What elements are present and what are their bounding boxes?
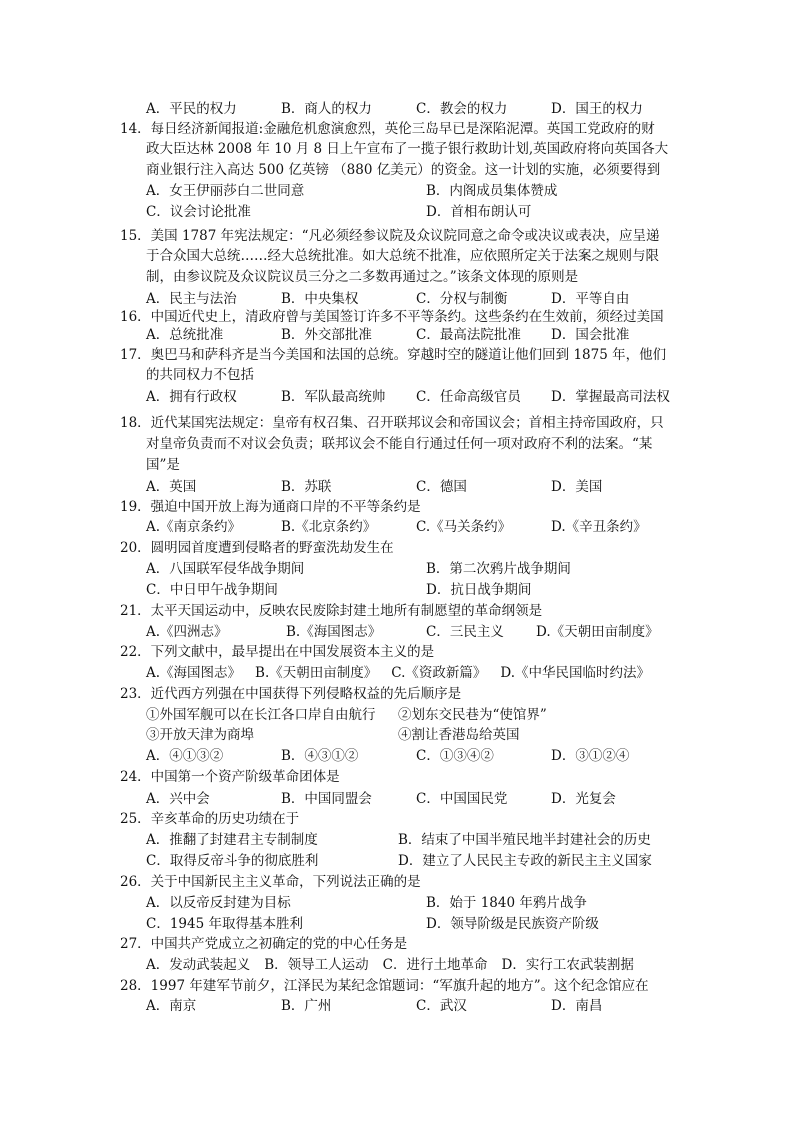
option-d: D．南昌 [551,998,603,1014]
option-c: C．议会讨论批准 [146,204,251,220]
option-b: B．广州 [281,998,332,1014]
option-a: A.《四洲志》 [146,624,228,640]
option-c: C．武汉 [416,998,467,1014]
option-d: D．平等自由 [551,291,630,307]
q17-stem-line-2: 的共同权力不包括 [146,367,254,383]
q23-items-row-1 [146,705,706,725]
option-d: D．抗日战争期间 [426,582,532,598]
option-c: C．①③④② [416,748,494,764]
option-c: C．进行土地革命 [382,957,488,973]
q26-options-row-2 [146,914,706,934]
q25-stem-line-1: 25．辛亥革命的历史功绩在于 [120,811,300,827]
q16-options [146,325,686,345]
q22-options [146,663,686,683]
q24-options [146,789,686,809]
option-b: B.《海国图志》 [286,624,382,640]
option-d: D．建立了人民民主专政的新民主主义国家 [398,853,652,869]
q25-options-row-2 [146,851,706,871]
q14-options-row-2 [146,202,706,222]
option-a: A．推翻了封建君主专制制度 [146,832,318,848]
q16-stem-line-1: 16．中国近代史上，清政府曾与美国签订许多不平等条约。这些条约在生效前，须经过美国 [120,309,664,325]
q18-options [146,477,686,497]
q26-options-row-1 [146,893,706,913]
option-a: A．平民的权力 [146,101,237,117]
option-d: D．国会批准 [551,327,630,343]
item-3: ③开放天津为商埠 [146,727,254,743]
option-d: D．③①②④ [551,748,630,764]
q24-stem-line-1: 24．中国第一个资产阶级革命团体是 [120,769,340,785]
item-2: ②划东交民巷为“使馆界” [398,707,547,723]
q13-options [146,99,686,119]
option-d: D．美国 [551,479,603,495]
q27-stem-line-1: 27．中国共产党成立之初确定的党的中心任务是 [120,936,408,952]
option-b: B.《天朝田亩制度》 [255,665,378,681]
option-a: A．拥有行政权 [146,389,237,405]
q22-stem-line-1: 22．下列文献中，最早提出在中国发展资本主义的是 [120,644,435,660]
option-b: B．结束了中国半殖民地半封建社会的历史 [398,832,651,848]
option-b: B．中国同盟会 [281,791,372,807]
q28-options [146,996,686,1016]
option-a: A．总统批准 [146,327,224,343]
q18-stem-line-1: 18．近代某国宪法规定：皇帝有权召集、召开联邦议会和帝国议会；首相主持帝国政府，只 [120,415,664,431]
option-c: C．德国 [416,479,467,495]
option-d: D．国王的权力 [551,101,643,117]
option-c: C．分权与制衡 [416,291,508,307]
option-d: D.《天朝田亩制度》 [536,624,659,640]
option-d: D．实行工农武装割据 [501,957,634,973]
option-d: D．领导阶级是民族资产阶级 [426,916,599,932]
option-d: D．掌握最高司法权 [551,389,670,405]
q20-options-row-1 [146,559,706,579]
option-a: A．发动武装起义 [146,957,251,973]
option-a: A．④①③② [146,748,224,764]
option-c: C．1945 年取得基本胜利 [146,916,303,932]
q18-stem-line-3: 国”是 [146,457,180,473]
q23-stem-line-1: 23．近代西方列强在中国获得下列侵略权益的先后顺序是 [120,686,462,702]
option-a: A．八国联军侵华战争期间 [146,561,305,577]
option-b: B．中央集权 [281,291,359,307]
q20-options-row-2 [146,580,706,600]
option-a: A．女王伊丽莎白二世同意 [146,183,305,199]
option-d: D.《中华民国临时约法》 [500,665,651,681]
q25-options-row-1 [146,830,706,850]
q15-stem-line-3: 制，由参议院及众议院议员三分之二多数再通过之。”该条文体现的原则是 [146,269,579,285]
option-b: B．军队最高统帅 [281,389,386,405]
option-a: A．英国 [146,479,197,495]
option-c: C．最高法院批准 [416,327,521,343]
option-d: D．首相布朗认可 [426,204,532,220]
option-c: C.《马关条约》 [416,519,512,535]
option-b: B．商人的权力 [281,101,372,117]
q15-stem-line-1: 15．美国 1787 年宪法规定：“凡必须经参议院及众议院同意之命令或决议或表决，应呈递 [120,228,660,244]
q14-options-row-1 [146,181,706,201]
q28-stem-line-1: 28．1997 年建军节前夕，江泽民为某纪念馆题词：“军旗升起的地方”。这个纪念馆应在 [120,978,649,994]
option-c: C．中国国民党 [416,791,508,807]
q17-options [146,387,686,407]
q14-stem-line-1: 14．每日经济新闻报道:金融危机愈演愈烈，英伦三岛早已是深陷泥潭。英国工党政府的财 [120,121,655,137]
option-b: B．④③①② [281,748,359,764]
option-c: C．取得反帝斗争的彻底胜利 [146,853,319,869]
option-b: B．内阁成员集体赞成 [426,183,558,199]
option-c: C．任命高级官员 [416,389,521,405]
item-4: ④割让香港岛给英国 [398,727,520,743]
option-a: A.《海国图志》 [146,665,242,681]
option-b: B．外交部批准 [281,327,372,343]
q17-stem-line-1: 17．奥巴马和萨科齐是当今美国和法国的总统。穿越时空的隧道让他们回到 1875 年，他们 [120,347,667,363]
q18-stem-line-2: 对皇帝负责而不对议会负责；联邦议会不能自行通过任何一项对政府不利的法案。“某 [146,436,653,452]
option-c: C．中日甲午战争期间 [146,582,278,598]
option-d: D.《辛丑条约》 [551,519,647,535]
option-b: B．苏联 [281,479,332,495]
option-b: B．始于 1840 年鸦片战争 [426,895,587,911]
option-a: A．南京 [146,998,197,1014]
q21-stem-line-1: 21．太平天国运动中，反映农民废除封建土地所有制愿望的革命纲领是 [120,603,543,619]
q20-stem-line-1: 20．圆明园首度遭到侵略者的野蛮洗劫发生在 [120,540,394,556]
option-c: C．三民主义 [426,624,504,640]
option-c: C.《资政新篇》 [391,665,487,681]
q19-stem-line-1: 19．强迫中国开放上海为通商口岸的不平等条约是 [120,499,421,515]
option-a: A．兴中会 [146,791,210,807]
q15-stem-line-2: 于合众国大总统……经大总统批准。如大总统不批准，应依照所定关于法案之规则与限 [146,248,659,264]
option-a: A．以反帝反封建为目标 [146,895,291,911]
q26-stem-line-1: 26．关于中国新民主主义革命，下列说法正确的是 [120,874,421,890]
q14-stem-line-3: 商业银行注入高达 500 亿英镑 （880 亿美元）的资金。这一计划的实施，必须要得到 [146,162,661,178]
option-b: B．领导工人运动 [264,957,369,973]
q19-options [146,517,686,537]
q15-options [146,289,686,309]
q27-options [146,955,686,975]
q14-stem-line-2: 政大臣达林 2008 年 10 月 8 日上午宣布了一揽子银行救助计划,英国政府将向英国各大 [146,141,669,157]
option-a: A．民主与法治 [146,291,237,307]
option-b: B.《北京条约》 [281,519,377,535]
option-a: A.《南京条约》 [146,519,242,535]
option-b: B．第二次鸦片战争期间 [426,561,571,577]
item-1: ①外国军舰可以在长江各口岸自由航行 [146,707,376,723]
option-c: C．教会的权力 [416,101,508,117]
q23-items-row-2 [146,725,706,745]
option-d: D．光复会 [551,791,616,807]
q21-options [146,622,686,642]
q23-options [146,746,686,766]
